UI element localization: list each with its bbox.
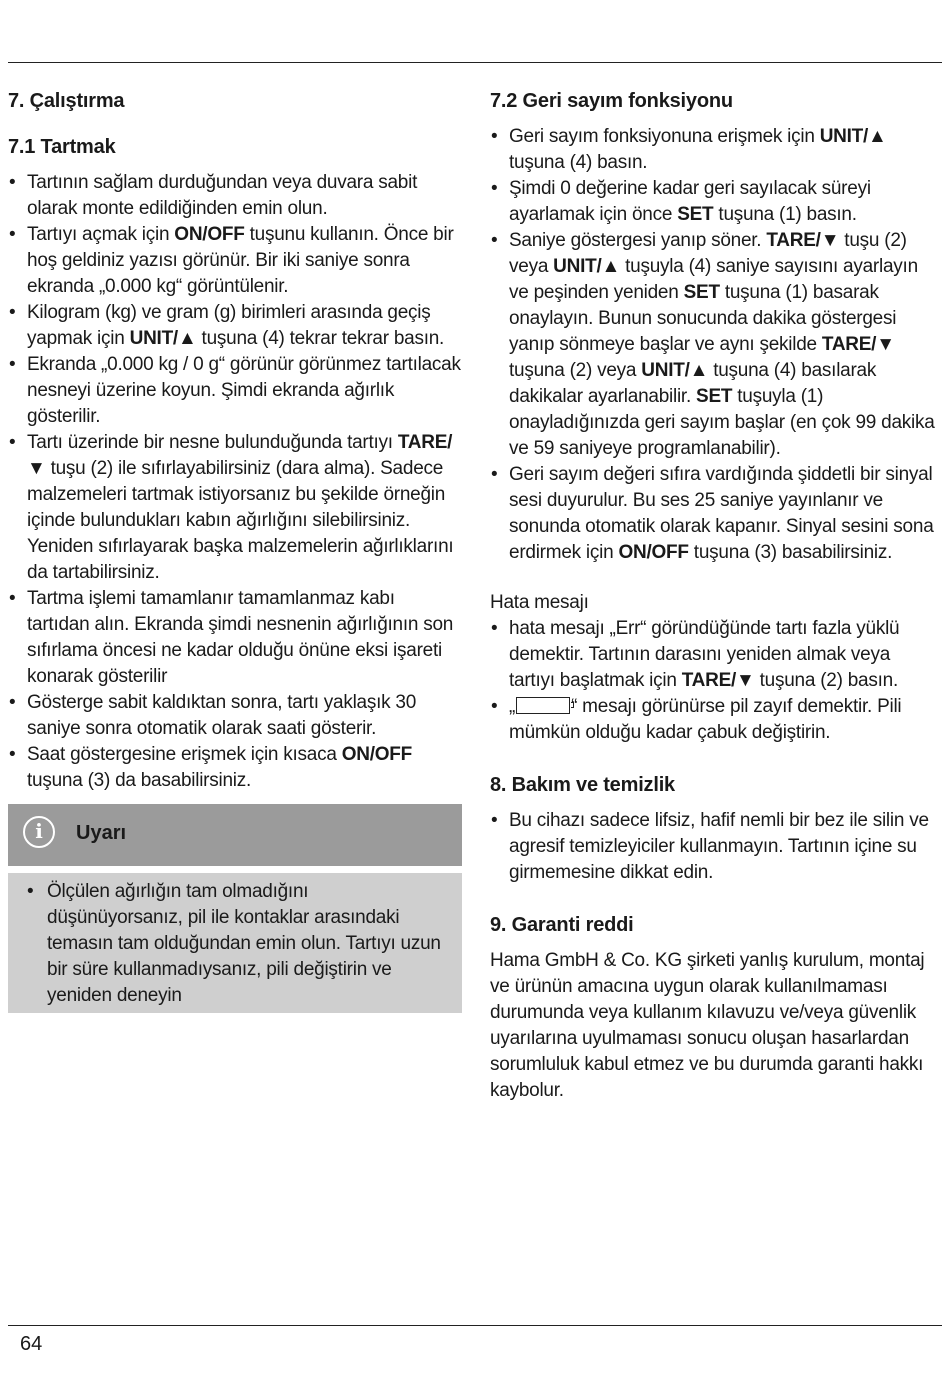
list-item bbox=[490, 228, 936, 462]
subsection-title-weighing: 7.1 Tartmak bbox=[8, 136, 116, 158]
list-item bbox=[8, 586, 462, 690]
key-label: TARE/▼ bbox=[27, 432, 453, 479]
bottom-divider bbox=[8, 1325, 942, 1326]
list-item bbox=[490, 176, 936, 228]
key-label: SET bbox=[677, 204, 714, 225]
warranty-text: Hama GmbH & Co. KG şirketi yanlış kurulum, montaj ve ürünün amacına uygun olarak kullanılmaması durumunda veya kullanım kılavuzu ve/veya güvenlik uyarılarına uyulmaması sonucu oluşan hasarlardan sorumluluk kabul etmez ve bu durumda garanti hakkı kaybolur. bbox=[490, 950, 925, 1101]
key-label: TARE/▼ bbox=[681, 670, 755, 691]
text-fragment: Tartının sağlam durduğundan veya duvara sabit olarak monte edildiğinden emin olun. bbox=[27, 172, 418, 219]
text-fragment: tuşuna (4) basın. bbox=[509, 152, 648, 173]
info-icon: i bbox=[23, 816, 55, 848]
text-fragment: tuşuyla (4) saniye sayısını ayarlayın ve peşinden yeniden bbox=[509, 256, 918, 303]
care-list bbox=[490, 808, 936, 886]
text-fragment: tuşuna (4) basılarak dakikalar ayarlanabilir. bbox=[509, 360, 877, 407]
key-label: ON/OFF bbox=[174, 224, 245, 245]
section-title-care: 8. Bakım ve temizlik bbox=[490, 774, 675, 796]
list-item bbox=[490, 462, 936, 566]
battery-icon bbox=[516, 697, 570, 714]
key-label: UNIT/▲ bbox=[641, 360, 709, 381]
right-column bbox=[490, 88, 936, 1104]
left-column bbox=[8, 88, 462, 1013]
warning-title: Uyarı bbox=[76, 822, 127, 844]
text-fragment: Saniye göstergesi yanıp söner. bbox=[509, 230, 767, 251]
text-fragment: tuşuna (2) basın. bbox=[754, 670, 898, 691]
section-title-warranty: 9. Garanti reddi bbox=[490, 914, 634, 936]
text-fragment: Tartma işlemi tamamlanır tamamlanmaz kabı tartıdan alın. Ekranda şimdi nesnenin ağırlığının son sıfırlama öncesi ne kadar olduğu önüne eksi işareti konarak gösterilir bbox=[27, 588, 454, 687]
text-fragment: Bu cihazı sadece lifsiz, hafif nemli bir bez ile silin ve agresif temizleyiciler kullanmayın. Tartının içine su girmemesine dikkat edin. bbox=[509, 810, 929, 883]
error-title: Hata mesajı bbox=[490, 592, 589, 613]
text-fragment: Tartıyı açmak için bbox=[27, 224, 175, 245]
warning-header bbox=[8, 804, 462, 866]
key-label: SET bbox=[696, 386, 733, 407]
section-title-operation: 7. Çalıştırma bbox=[8, 90, 125, 112]
list-item bbox=[490, 616, 936, 694]
text-fragment: Şimdi 0 değerine kadar geri sayılacak süreyi ayarlamak için önce bbox=[509, 178, 871, 225]
text-fragment: tuşunu kullanın. Önce bir hoş geldiniz yazısı görünür. Bir iki saniye sonra ekranda „0.000 kg“ görüntülenir. bbox=[27, 224, 454, 297]
text-fragment: hata mesajı „Err“ göründüğünde tartı fazla yüklü demektir. Tartının darasını yeniden almak veya tartıyı başlatmak için bbox=[509, 618, 900, 691]
list-item bbox=[490, 808, 936, 886]
error-list bbox=[490, 616, 936, 746]
text-fragment: Saat göstergesine erişmek için kısaca bbox=[27, 744, 342, 765]
text-fragment: Ekranda „0.000 kg / 0 g“ görünür görünmez tartılacak nesneyi üzerine koyun. Şimdi ekranda ağırlık gösterilir. bbox=[27, 354, 461, 427]
list-item bbox=[8, 170, 462, 222]
countdown-list bbox=[490, 124, 936, 566]
list-item bbox=[8, 742, 462, 794]
text-fragment: tuşu (2) veya bbox=[509, 230, 907, 277]
text-fragment: tuşuyla (1) onayladığınızda geri sayım başlar (en çok 99 dakika ve 59 saniyeye programlanabilir). bbox=[509, 386, 935, 459]
text-fragment: tuşuna (4) tekrar tekrar basın. bbox=[196, 328, 445, 349]
key-label: UNIT/▲ bbox=[553, 256, 621, 277]
list-item bbox=[490, 694, 936, 746]
list-item bbox=[8, 352, 462, 430]
weighing-list bbox=[8, 170, 462, 794]
warning-body bbox=[8, 873, 462, 1013]
top-divider bbox=[8, 62, 942, 63]
text-fragment: tuşuna (2) veya bbox=[509, 360, 642, 381]
key-label: TARE/▼ bbox=[821, 334, 895, 355]
text-fragment: tuşuna (1) basarak onaylayın. Bunun sonucunda dakika göstergesi yanıp sönmeye başlar ve aynı şekilde bbox=[509, 282, 897, 355]
list-item bbox=[8, 300, 462, 352]
text-fragment: Tartı üzerinde bir nesne bulunduğunda tartıyı bbox=[27, 432, 398, 453]
text-fragment: „ bbox=[509, 696, 516, 717]
warning-item: • Ölçülen ağırlığın tam olmadığını düşünüyorsanız, pil ile kontaklar arasındaki temasın tam olduğundan emin olun. Tartıyı uzun bir süre kullanmadıysanız, pili değiştirin ve yeniden deneyin bbox=[26, 879, 448, 1009]
list-item bbox=[8, 430, 462, 586]
text-fragment: Geri sayım fonksiyonuna erişmek için bbox=[509, 126, 820, 147]
text-fragment: “ mesajı görünürse pil zayıf demektir. Pili mümkün olduğu kadar çabuk değiştirin. bbox=[509, 696, 902, 743]
page-number: 64 bbox=[20, 1333, 43, 1355]
key-label: TARE/▼ bbox=[766, 230, 840, 251]
warning-list bbox=[26, 879, 448, 1009]
key-label: UNIT/▲ bbox=[819, 126, 887, 147]
text-fragment: tuşu (2) ile sıfırlayabilirsiniz (dara alma). Sadece malzemeleri tartmak istiyorsanız bu şekilde örneğin içinde bulundukları kabın ağırlığını silebilirsiniz. Yeniden sıfırlayarak başka malzemelerin ağırlıklarını da tartabilirsiniz. bbox=[27, 458, 454, 583]
key-label: ON/OFF bbox=[618, 542, 689, 563]
text-fragment: Gösterge sabit kaldıktan sonra, tartı yaklaşık 30 saniye sonra otomatik olarak saati gösterir. bbox=[27, 692, 417, 739]
key-label: UNIT/▲ bbox=[129, 328, 197, 349]
text-fragment: tuşuna (3) basabilirsiniz. bbox=[688, 542, 893, 563]
list-item bbox=[8, 222, 462, 300]
text-fragment: tuşuna (1) basın. bbox=[713, 204, 857, 225]
subsection-title-countdown: 7.2 Geri sayım fonksiyonu bbox=[490, 90, 733, 112]
key-label: SET bbox=[683, 282, 720, 303]
list-item bbox=[490, 124, 936, 176]
text-fragment: Kilogram (kg) ve gram (g) birimleri arasında geçiş yapmak için bbox=[27, 302, 431, 349]
key-label: ON/OFF bbox=[341, 744, 412, 765]
text-fragment: Geri sayım değeri sıfıra vardığında şiddetli bir sinyal sesi duyurulur. Bu ses 25 saniye yayınlanır ve sonunda otomatik olarak kapanır. Sinyal sesini sona erdirmek için bbox=[509, 464, 934, 563]
text-fragment: tuşuna (3) da basabilirsiniz. bbox=[27, 770, 252, 791]
list-item bbox=[8, 690, 462, 742]
